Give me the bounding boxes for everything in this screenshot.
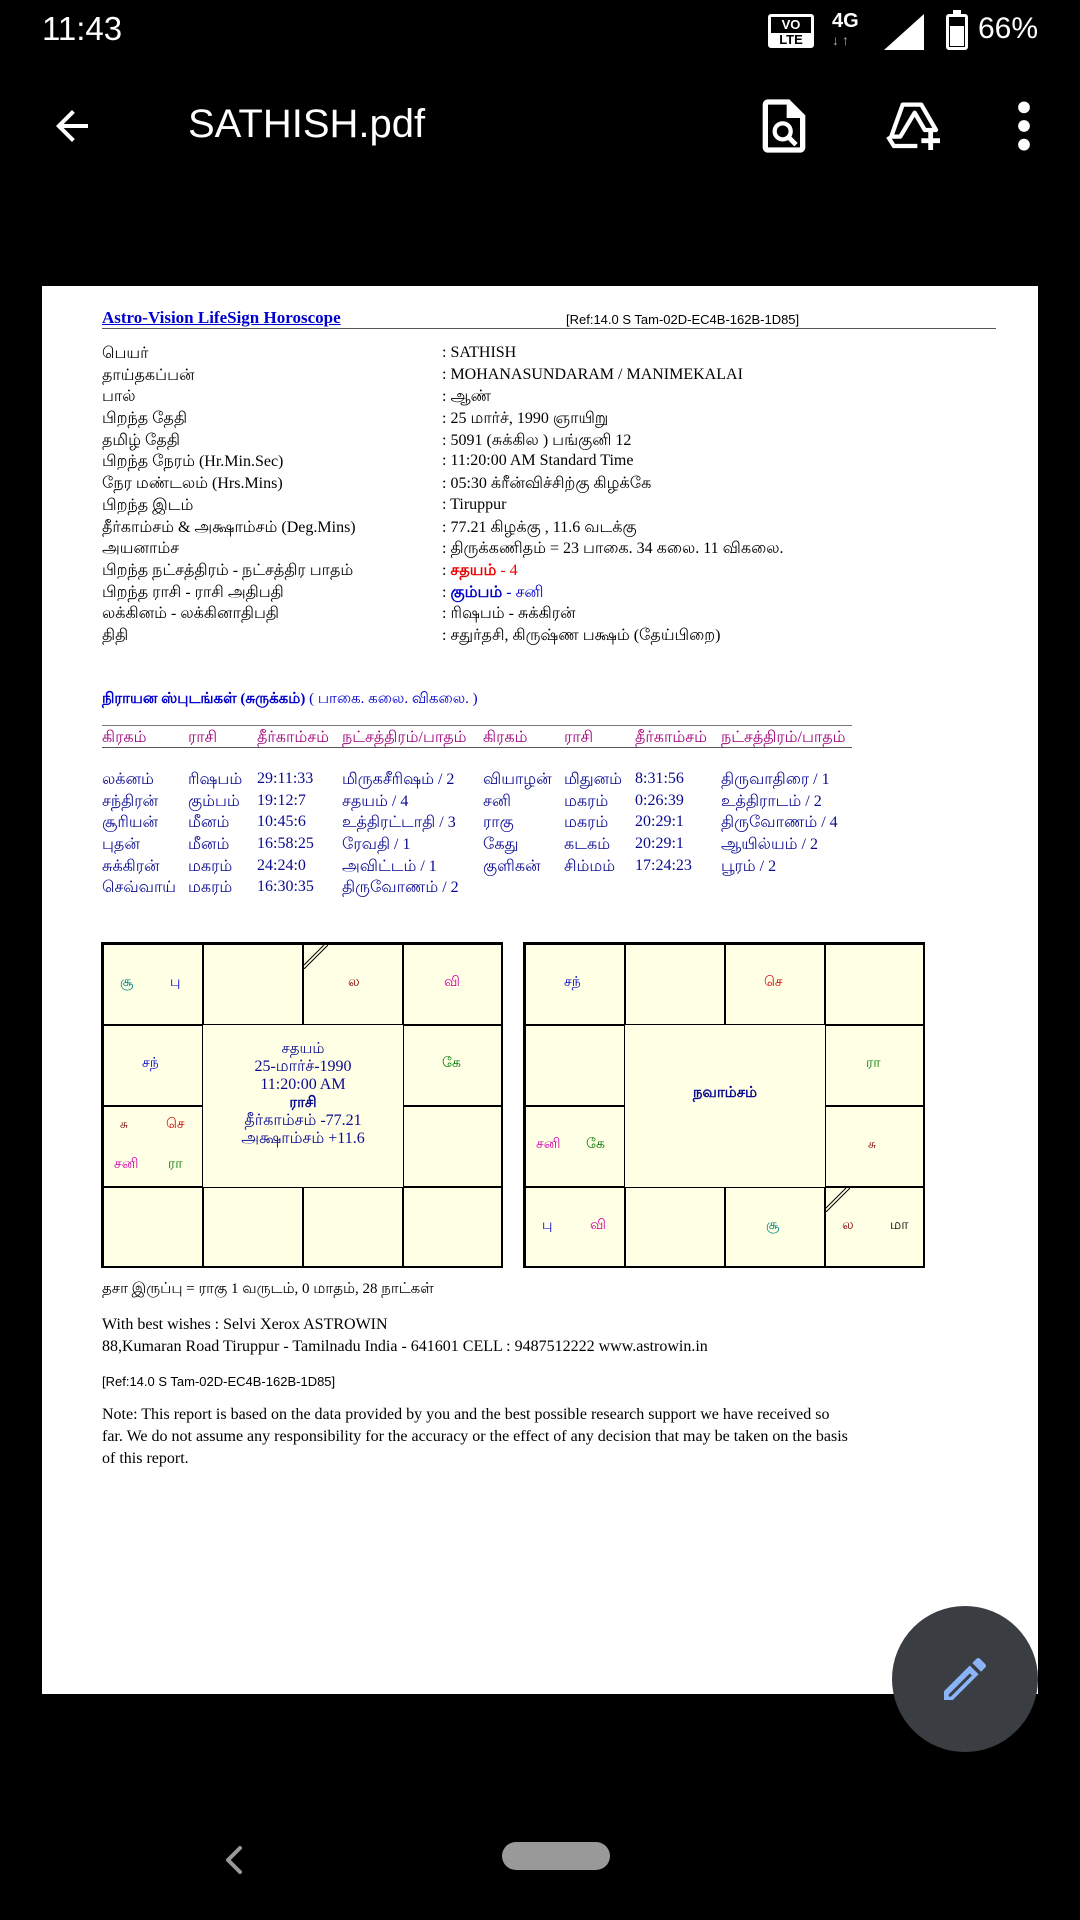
info-row — [102, 452, 982, 474]
info-label: தமிழ் தேதி — [102, 431, 180, 449]
cell: 8:31:56 — [635, 770, 684, 787]
status-bar — [0, 0, 1080, 64]
cell: உத்திராடம் / 2 — [721, 792, 822, 810]
center-time: 11:20:00 AM — [260, 1076, 346, 1093]
planet-label: ரா — [168, 1157, 183, 1172]
cell: புதன் — [102, 836, 140, 854]
chart-cell — [103, 1106, 203, 1187]
planet-label: வி — [444, 975, 460, 990]
cell: சந்திரன் — [102, 792, 159, 810]
rasi-chart — [101, 942, 503, 1268]
col-header: கிரகம் — [102, 729, 147, 746]
pdf-page — [42, 286, 1038, 1694]
home-pill[interactable] — [502, 1842, 610, 1870]
info-value: : 5091 (சுக்கில ) பங்குனி 12 — [442, 431, 632, 449]
address-line: 88,Kumaran Road Tiruppur - Tamilnadu India - 641601 CELL : 9487512222 www.astrowin.in — [102, 1338, 708, 1355]
cell: திருவாதிரை / 1 — [721, 771, 830, 788]
cell: சிம்மம் — [564, 857, 616, 875]
back-button[interactable] — [40, 94, 104, 158]
planet-label: ல — [842, 1218, 854, 1233]
chart-cell — [525, 1025, 625, 1106]
info-label: பெயர் — [102, 345, 149, 362]
planet-label: பு — [542, 1218, 553, 1233]
find-in-page-icon — [752, 94, 816, 158]
birth-info — [102, 344, 982, 648]
info-label: தீர்காம்சம் & அக்ஷாம்சம் (Deg.Mins) — [102, 518, 356, 536]
planet-label: பு — [170, 975, 181, 990]
info-label: நேர மண்டலம் (Hrs.Mins) — [102, 475, 283, 493]
note-line-2: far. We do not assume any responsibility for the accuracy or the effect of any decision that may be taken on the basis — [102, 1428, 848, 1445]
cell: 20:29:1 — [635, 835, 684, 853]
center-star: சதயம் — [281, 1041, 325, 1057]
note-line-3: of this report. — [102, 1450, 189, 1467]
planet-label: கே — [442, 1056, 461, 1071]
info-row — [102, 387, 982, 409]
chart-cell — [825, 1025, 925, 1106]
cell: உத்திரட்டாதி / 3 — [342, 814, 456, 832]
info-label: பிறந்த தேதி — [102, 410, 188, 428]
info-row — [102, 583, 982, 605]
info-row — [102, 626, 982, 648]
reference-code: [Ref:14.0 S Tam-02D-EC4B-162B-1D85] — [566, 312, 800, 327]
navamsa-center: நவாம்சம் — [692, 1085, 758, 1101]
cell: ஆயில்யம் / 2 — [721, 836, 818, 854]
planet-label: சனி — [536, 1137, 561, 1152]
horoscope-title: Astro-Vision LifeSign Horoscope — [102, 308, 341, 327]
cell: மிதுனம் — [564, 771, 623, 788]
table-row — [102, 770, 852, 792]
volte-icon — [768, 14, 814, 48]
add-to-drive-icon — [880, 94, 944, 158]
lagna-marker-icon — [304, 945, 328, 969]
navamsa-chart — [523, 942, 925, 1268]
cell: பூரம் / 2 — [721, 857, 777, 875]
table-row — [102, 878, 852, 900]
cell: மீனம் — [188, 814, 230, 832]
cell: 10:45:6 — [257, 813, 306, 831]
battery-icon — [946, 14, 968, 50]
planet-label: சு — [868, 1137, 876, 1151]
volte-bottom-label: LTE — [771, 33, 811, 46]
center-date: 25-மார்ச்-1990 — [254, 1058, 352, 1075]
chart-cell — [103, 944, 203, 1025]
dasa-balance: தசா இருப்பு = ராகு 1 வருடம், 0 மாதம், 28 நாட்கள் — [102, 1281, 434, 1297]
table-row — [102, 813, 852, 835]
table-row — [102, 792, 852, 814]
planet-label: சனி — [114, 1157, 139, 1172]
planet-label: சூ — [766, 1218, 780, 1233]
cell: சூரியன் — [102, 814, 159, 832]
info-row — [102, 561, 982, 583]
info-value: : ரிஷபம் - சுக்கிரன் — [442, 605, 576, 623]
info-row — [102, 431, 982, 453]
center-longitude: தீர்காம்சம் -77.21 — [244, 1112, 362, 1129]
info-label: அயனாம்ச — [102, 540, 180, 558]
cell: ரேவதி / 1 — [342, 836, 411, 854]
info-row — [102, 518, 982, 540]
cell: ரிஷபம் — [188, 771, 243, 788]
cell: மிருகசீரிஷம் / 2 — [342, 771, 455, 788]
chart-cell — [825, 1187, 925, 1268]
info-value: : திருக்கணிதம் = 23 பாகை. 34 கலை. 11 விகலை. — [442, 540, 784, 558]
rasi-lord: - சனி — [502, 583, 544, 601]
info-value: : 11:20:00 AM Standard Time — [442, 452, 634, 470]
cell: மீனம் — [188, 836, 230, 854]
planet-label: கே — [586, 1137, 605, 1152]
chart-cell — [203, 944, 303, 1025]
chart-cell — [525, 1106, 625, 1187]
nav-back-icon[interactable] — [216, 1840, 252, 1880]
network-type: 4G — [832, 10, 859, 32]
chart-cell — [403, 944, 503, 1025]
note-line-1: Note: This report is based on the data provided by you and the best possible research support we have received so — [102, 1406, 830, 1423]
more-options-button[interactable] — [1000, 94, 1048, 158]
cell: மகரம் — [564, 814, 609, 832]
info-row — [102, 474, 982, 496]
more-vert-icon — [1000, 94, 1048, 158]
cell: 20:29:1 — [635, 813, 684, 831]
chart-cell — [725, 944, 825, 1025]
status-time: 11:43 — [42, 10, 123, 47]
chart-cell — [303, 1187, 403, 1268]
info-row — [102, 539, 982, 561]
chart-cell — [525, 944, 625, 1025]
chart-cell — [203, 1187, 303, 1268]
chart-cell — [625, 1187, 725, 1268]
cell: செவ்வாய் — [102, 879, 177, 897]
chart-cell — [825, 944, 925, 1025]
info-label: பிறந்த நட்சத்திரம் - நட்சத்திர பாதம் — [102, 561, 354, 579]
info-label: பிறந்த ராசி - ராசி அதிபதி — [102, 583, 284, 601]
col-header: நட்சத்திரம்/பாதம் — [342, 729, 467, 746]
table-header — [102, 728, 852, 748]
col-header: தீர்காம்சம் — [257, 729, 329, 746]
birth-rasi: கும்பம் — [450, 583, 503, 601]
info-row — [102, 409, 982, 431]
cell: மகரம் — [564, 792, 609, 810]
planet-label: மா — [890, 1218, 909, 1233]
info-label: பிறந்த நேரம் (Hr.Min.Sec) — [102, 453, 284, 471]
info-row — [102, 344, 982, 366]
planet-label: சு — [120, 1117, 128, 1131]
info-value: : 77.21 கிழக்கு , 11.6 வடக்கு — [442, 518, 637, 536]
chart-cell — [525, 1187, 625, 1268]
chart-cell — [103, 1025, 203, 1106]
chart-cell — [303, 944, 403, 1025]
app-bar — [0, 64, 1080, 184]
cell: 16:58:25 — [257, 835, 314, 853]
planet-label: சந் — [142, 1056, 159, 1071]
col-header: ராசி — [188, 729, 218, 746]
info-label: பிறந்த இடம் — [102, 496, 194, 514]
chart-cell — [403, 1187, 503, 1268]
chart-cell — [825, 1106, 925, 1187]
info-value: : 05:30 க்ரீன்விச்சிற்கு கிழக்கே — [442, 475, 652, 493]
cell: மகரம் — [188, 879, 233, 897]
battery-percent: 66% — [978, 12, 1039, 45]
info-label: லக்கினம் - லக்கினாதிபதி — [102, 605, 279, 623]
center-latitude: அக்ஷாம்சம் +11.6 — [241, 1130, 365, 1147]
col-header: தீர்காம்சம் — [635, 729, 707, 746]
info-value: : 25 மார்ச், 1990 ஞாயிறு — [442, 410, 609, 428]
info-row — [102, 496, 982, 518]
header-divider — [102, 328, 996, 329]
planet-table — [102, 728, 852, 900]
chart-cell — [103, 1187, 203, 1268]
find-in-document-button[interactable] — [752, 94, 816, 158]
planet-label: செ — [764, 975, 783, 990]
edit-button[interactable] — [892, 1606, 1038, 1752]
cell: கும்பம் — [188, 792, 240, 810]
section-title-unit: ( பாகை. கலை. விகலை. ) — [305, 691, 478, 707]
planet-label: சந் — [564, 975, 581, 990]
wishes-line: With best wishes : Selvi Xerox ASTROWIN — [102, 1316, 388, 1333]
table-row — [102, 835, 852, 857]
info-value: : Tiruppur — [442, 495, 507, 513]
add-to-drive-button[interactable] — [880, 94, 944, 158]
cell: 16:30:35 — [257, 878, 314, 896]
signal-icon — [884, 14, 924, 50]
lagna-marker-icon — [826, 1188, 850, 1212]
planet-label: சூ — [120, 975, 134, 990]
cell: ராகு — [483, 814, 514, 832]
pencil-icon — [937, 1651, 993, 1707]
info-value: : ஆண் — [442, 388, 492, 406]
chart-cell — [625, 944, 725, 1025]
document-title: SATHISH.pdf — [188, 102, 426, 146]
info-row — [102, 366, 982, 388]
cell: திருவோணம் / 2 — [342, 879, 459, 897]
birth-star: சதயம் — [450, 561, 497, 579]
col-header: ராசி — [564, 729, 594, 746]
cell: கேது — [483, 836, 519, 854]
info-value: : SATHISH — [442, 344, 517, 361]
planet-label: செ — [166, 1117, 185, 1132]
chart-cell — [725, 1187, 825, 1268]
info-value — [442, 561, 518, 581]
planet-label: வி — [590, 1218, 606, 1233]
cell: 24:24:0 — [257, 856, 306, 874]
cell: சனி — [483, 792, 511, 810]
col-header: நட்சத்திரம்/பாதம் — [721, 729, 846, 746]
arrow-back-icon — [48, 102, 96, 150]
cell: குளிகன் — [483, 857, 541, 875]
col-header: கிரகம் — [483, 729, 528, 746]
rasi-center — [203, 1040, 403, 1148]
info-colon: : — [442, 561, 447, 579]
info-colon: : — [442, 583, 447, 601]
info-label: திதி — [102, 626, 129, 644]
cell: 17:24:23 — [635, 856, 692, 874]
info-value: : MOHANASUNDARAM / MANIMEKALAI — [442, 365, 743, 383]
cell: 29:11:33 — [257, 770, 314, 787]
cell: சுக்கிரன் — [102, 857, 160, 875]
info-row — [102, 604, 982, 626]
cell: வியாழன் — [483, 771, 552, 788]
volte-top-label: VO — [781, 17, 801, 32]
birth-star-pada: - 4 — [496, 561, 518, 579]
info-value — [442, 583, 544, 603]
planet-label: ரா — [866, 1056, 881, 1071]
section-title-bold: நிராயன ஸ்புடங்கள் (சுருக்கம்) — [102, 691, 306, 707]
info-value: : சதுர்தசி, கிருஷ்ண பக்ஷம் (தேய்பிறை) — [442, 626, 721, 644]
planet-label: ல — [348, 975, 360, 990]
cell: 19:12:7 — [257, 791, 306, 809]
center-title: ராசி — [289, 1095, 317, 1111]
footer-reference: [Ref:14.0 S Tam-02D-EC4B-162B-1D85] — [102, 1374, 336, 1389]
cell: லக்னம் — [102, 771, 154, 788]
chart-cell — [403, 1106, 503, 1187]
info-label: தாய்தகப்பன் — [102, 366, 195, 384]
chart-cell — [403, 1025, 503, 1106]
cell: அவிட்டம் / 1 — [342, 857, 437, 875]
cell: சதயம் / 4 — [342, 792, 409, 810]
info-label: பால் — [102, 388, 136, 406]
table-row — [102, 857, 852, 879]
cell: திருவோணம் / 4 — [721, 814, 838, 832]
data-arrows-icon: ↓↑ — [832, 32, 852, 48]
planet-table-title — [102, 690, 478, 709]
cell: 0:26:39 — [635, 791, 684, 809]
cell: மகரம் — [188, 857, 233, 875]
cell: கடகம் — [564, 836, 611, 854]
